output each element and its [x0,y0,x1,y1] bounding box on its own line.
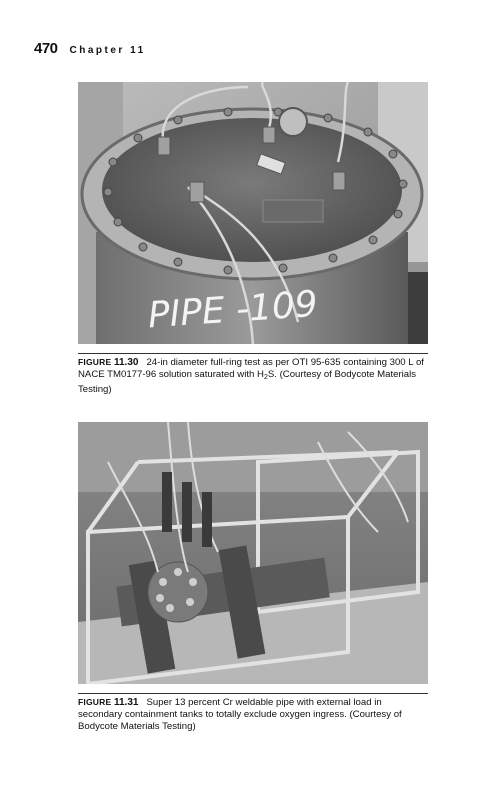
photo-full-ring-test-vessel [78,82,428,344]
page-header [34,40,146,57]
figure-caption [78,356,428,396]
figure-label: FIGURE [78,697,112,707]
pipe-label-paint: PIPE -109 [146,283,320,337]
figure-11-31 [78,422,428,733]
photo-containment-tanks [78,422,428,684]
caption-subscript: 2 [263,374,268,381]
figure-11-30 [78,82,428,396]
caption-text: 24-in diameter full-ring test as per OTI 95-635 containing 300 L of NACE TM0177-96 solution saturated with H [78,357,424,380]
page-number: 470 [34,40,58,57]
caption-rule [78,353,428,354]
caption-rule [78,693,428,694]
caption-text-end: S. (Courtesy of Bodycote Materials Testing) [78,369,417,395]
running-head: Chapter 11 [69,45,146,56]
figure-label: FIGURE [78,357,112,367]
figure-number: 11.30 [113,357,139,368]
figure-caption [78,696,428,733]
caption-text: Super 13 percent Cr weldable pipe with external load in secondary containment tanks to totally exclude oxygen ingress. (Courtesy of Bodycote Materials Testing) [78,697,402,732]
figure-number: 11.31 [113,697,139,708]
